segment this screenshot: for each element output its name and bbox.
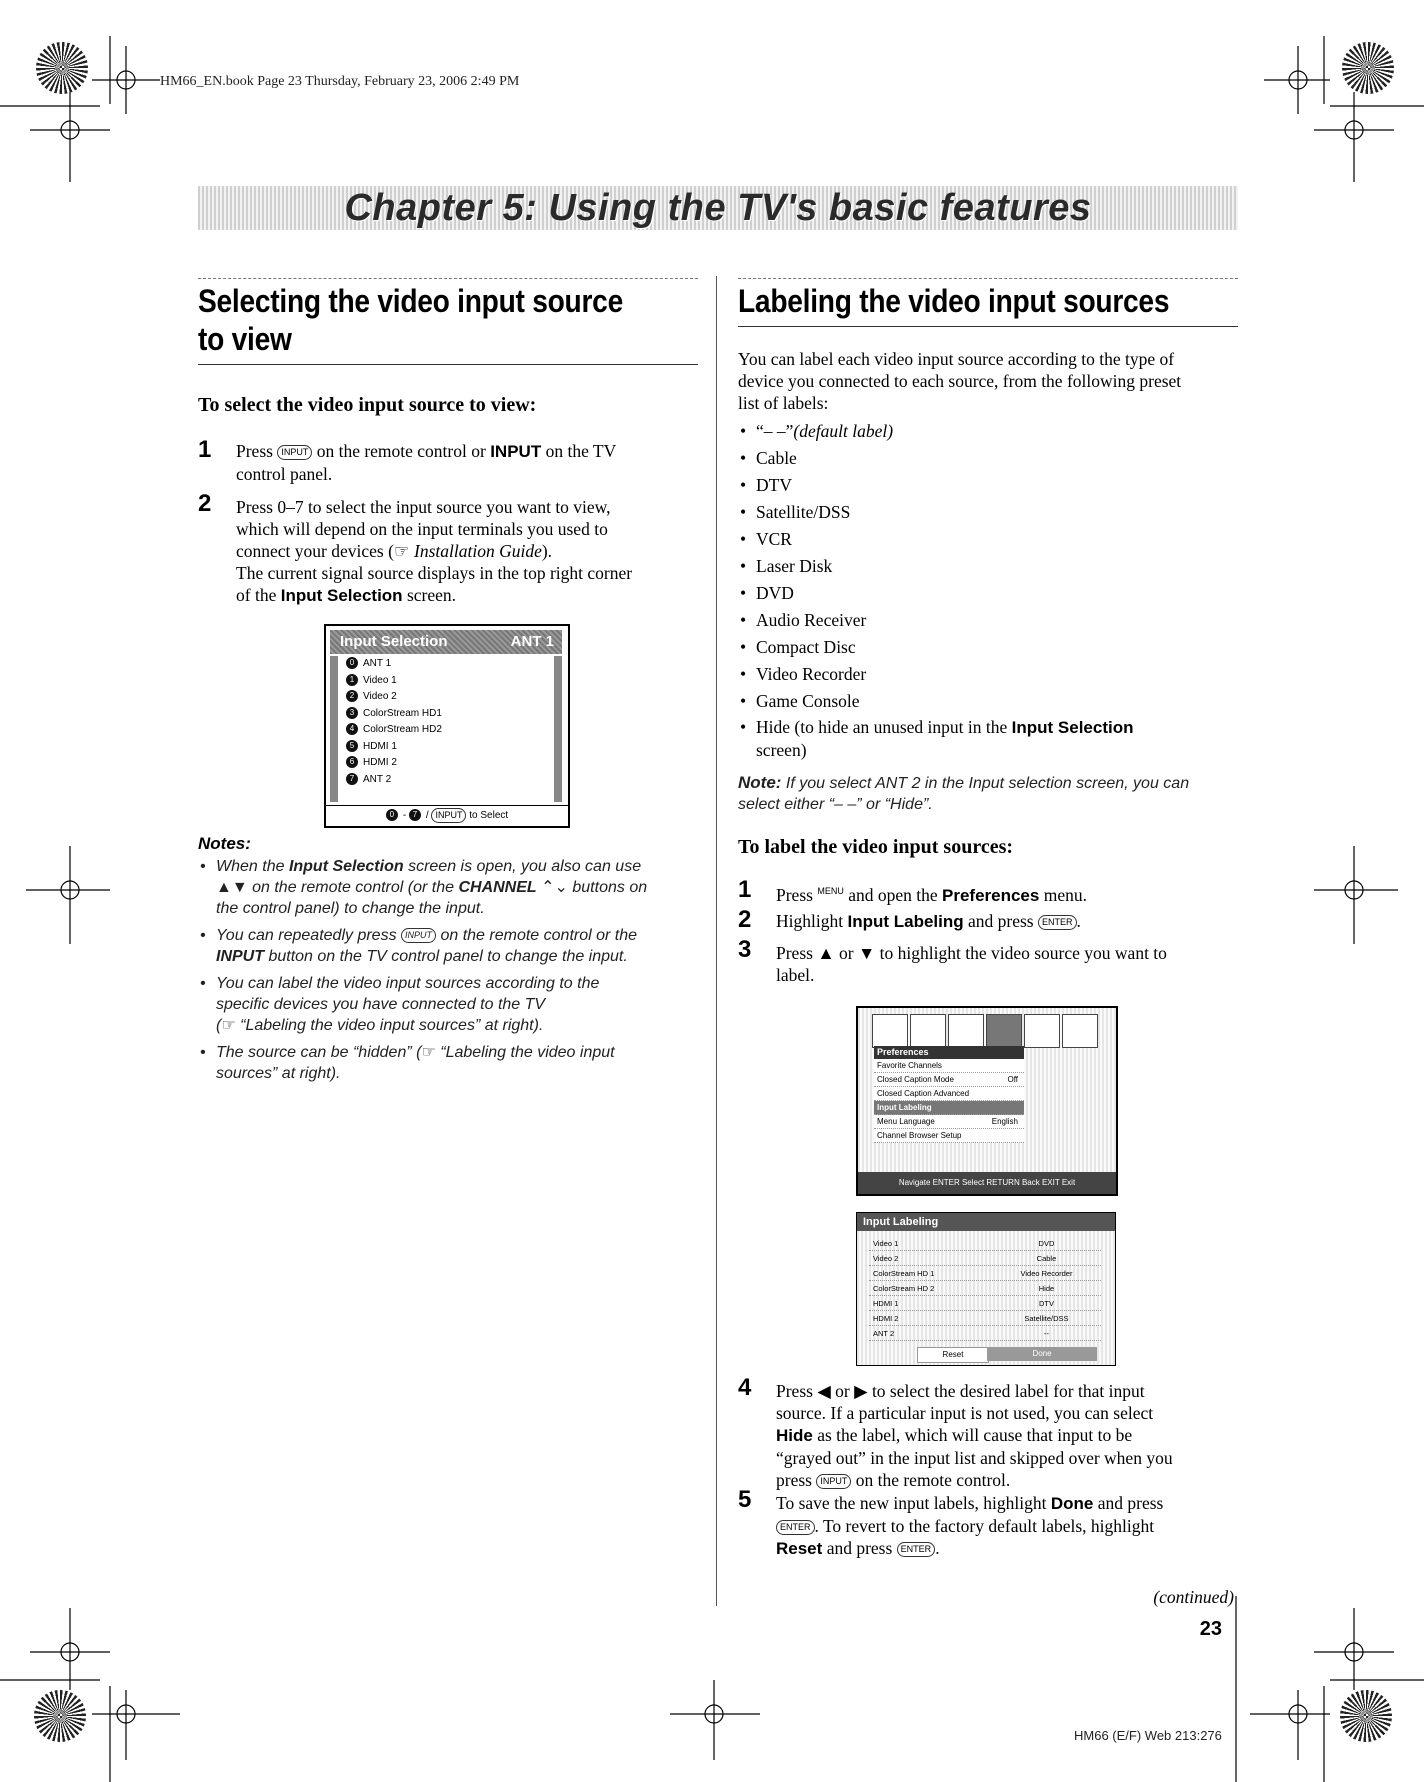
input-labeling-row — [869, 1282, 1101, 1296]
left-step2-line5-bold: Input Selection — [280, 586, 403, 605]
right-step4-line5-post: on the remote control. — [855, 1470, 1011, 1490]
right-step2-bold: Input Labeling — [847, 912, 964, 931]
right-intro-line1: You can label each video input source according to the type of — [738, 349, 1175, 369]
right-heading: Labeling the video input sources — [738, 283, 1170, 319]
left-section-heading — [198, 282, 698, 358]
note-item — [198, 1042, 708, 1084]
right-step4-line2: source. If a particular input is not used, you can select — [776, 1403, 1154, 1423]
number-6-icon: 6 — [346, 756, 358, 768]
note2-l2-post: button on the TV control panel to change the input. — [268, 948, 628, 965]
input-key-icon: INPUT — [401, 928, 436, 943]
preset-label-text: DTV — [756, 475, 792, 495]
note-item — [198, 856, 708, 919]
right-step4-line5-pre: press — [776, 1470, 812, 1490]
preset-label-text: Cable — [756, 448, 797, 468]
preferences-menu-item — [874, 1129, 1024, 1143]
input-labeling-value: DVD — [1038, 1239, 1055, 1248]
preset-label-list — [738, 418, 1238, 715]
preferences-menu-item-label: Favorite Channels — [877, 1061, 942, 1070]
right-step4-line3 — [776, 1424, 1236, 1447]
note4-l2: sources” at right). — [216, 1065, 341, 1082]
preset-label-text: Satellite/DSS — [756, 502, 851, 522]
right-step4-bold: Hide — [776, 1426, 813, 1445]
preferences-menu-title: Preferences — [874, 1046, 1024, 1059]
input-labeling-screen — [856, 1212, 1116, 1366]
left-notes-label: Notes: — [198, 834, 251, 853]
input-selection-row-label: Video 2 — [363, 691, 397, 702]
preferences-menu-item-label: Menu Language — [877, 1117, 935, 1126]
right-note-line1: If you select ANT 2 in the Input selection screen, you can — [785, 775, 1190, 792]
right-step5-number: 5 — [738, 1486, 752, 1513]
input-selection-footer-text: to Select — [469, 810, 509, 821]
right-note — [738, 772, 1238, 815]
preferences-menu-item — [874, 1059, 1024, 1073]
preferences-menu-item-value: English — [991, 1117, 1018, 1126]
note3-l1: You can label the video input sources according to the — [216, 975, 600, 992]
input-selection-row — [338, 673, 554, 690]
preset-label-item — [738, 472, 1238, 499]
preset-label-item — [738, 634, 1238, 661]
preferences-icon — [986, 1014, 1022, 1048]
right-step5-pre: To save the new input labels, highlight — [776, 1493, 1047, 1513]
preferences-menu-item-value: Off — [1007, 1075, 1018, 1084]
preferences-menu-item — [874, 1101, 1024, 1115]
input-labeling-input: Video 2 — [873, 1254, 899, 1263]
number-4-icon: 4 — [346, 723, 358, 735]
preferences-menu-item-label: Closed Caption Mode — [877, 1075, 954, 1084]
input-selection-row — [338, 656, 554, 673]
right-step1-text — [776, 880, 1236, 907]
right-step1-mid: and open the — [848, 884, 938, 905]
input-key-icon: INPUT — [277, 445, 312, 460]
right-step2-pre: Highlight — [776, 911, 844, 931]
right-step4-line4: “grayed out” in the input list and skipped over when you — [776, 1448, 1173, 1468]
input-selection-title: Input Selection — [340, 633, 448, 650]
right-heading-bottom-rule — [738, 326, 1238, 327]
note1-post: screen is open, you also can use — [408, 858, 642, 875]
note2-l1-post: on the remote control or the — [440, 927, 638, 944]
preferences-nav-bar: Navigate ENTER Select RETURN Back EXIT Exit — [858, 1172, 1116, 1194]
preset-label-text: Compact Disc — [756, 637, 856, 657]
preferences-menu-screen — [856, 1006, 1118, 1196]
number-3-icon: 3 — [346, 707, 358, 719]
input-selection-current: ANT 1 — [510, 633, 554, 650]
left-step1-number: 1 — [198, 436, 212, 463]
input-selection-row-label: HDMI 2 — [363, 757, 397, 768]
left-step2-line2: which will depend on the input terminals you used to — [236, 519, 608, 539]
right-intro-line2: device you connected to each source, from the following preset — [738, 371, 1182, 391]
right-step4-line5 — [776, 1469, 1236, 1491]
note4-l1: The source can be “hidden” (☞ “Labeling the video input — [216, 1044, 615, 1061]
left-step2-line3 — [236, 540, 706, 562]
right-step3-number: 3 — [738, 936, 752, 963]
left-heading-bottom-rule — [198, 364, 698, 365]
input-selection-row — [338, 689, 554, 706]
left-step1-line2: control panel. — [236, 464, 333, 484]
input-selection-footer: 0 - 7 / INPUT to Select — [326, 805, 568, 826]
menu-key-icon: MENU — [817, 886, 844, 896]
right-step4-text — [776, 1380, 1236, 1491]
right-step5-line2-text: . To revert to the factory default labels, highlight — [814, 1516, 1155, 1536]
preferences-menu-item — [874, 1115, 1024, 1129]
note-item — [198, 973, 708, 1036]
preferences-menu-item-label: Closed Caption Advanced — [877, 1089, 970, 1098]
left-step1-bold: INPUT — [490, 442, 542, 461]
input-labeling-input: HDMI 2 — [873, 1314, 899, 1323]
right-section-heading — [738, 282, 1238, 320]
page-number: 23 — [1199, 1618, 1222, 1640]
number-7-icon: 7 — [409, 809, 421, 821]
continued-label: (continued) — [1153, 1587, 1234, 1607]
right-step1-pre: Press — [776, 884, 813, 905]
picture-icon — [910, 1014, 946, 1048]
preset-label-item — [738, 445, 1238, 472]
left-step1-text — [236, 440, 696, 485]
right-intro-line3: list of labels: — [738, 393, 829, 413]
footer-code: HM66 (E/F) Web 213:276 — [1074, 1728, 1222, 1743]
right-step5-post: and press — [1097, 1493, 1164, 1513]
input-key-icon: INPUT — [431, 808, 466, 823]
preset-label-item — [738, 526, 1238, 553]
preferences-menu-item — [874, 1087, 1024, 1101]
input-selection-row — [338, 755, 554, 772]
input-labeling-input: ColorStream HD 2 — [873, 1284, 935, 1293]
input-selection-list — [330, 656, 562, 802]
left-notes-list — [198, 856, 708, 1084]
preset-label-item — [738, 418, 1238, 445]
right-step4-line1: Press ◀ or ▶ to select the desired label for that input — [776, 1381, 1145, 1401]
note1-bold: Input Selection — [288, 858, 404, 875]
input-selection-row-label: ColorStream HD1 — [363, 707, 442, 719]
left-step2-line5-post: screen. — [406, 585, 457, 605]
input-selection-screen — [324, 624, 570, 828]
left-heading-line2: to view — [198, 321, 292, 357]
right-heading-top-rule — [738, 278, 1238, 279]
note1-pre: When the — [216, 858, 285, 875]
left-step2-line5 — [236, 584, 706, 607]
left-step2-line1: Press 0–7 to select the input source you want to view, — [236, 497, 611, 517]
input-labeling-row — [869, 1327, 1101, 1341]
preset-label-text: Laser Disk — [756, 556, 833, 576]
left-step2-line4: The current signal source displays in the top right corner — [236, 563, 633, 583]
input-labeling-row — [869, 1312, 1101, 1326]
input-selection-row-label: Video 1 — [363, 674, 397, 686]
left-step2-line3-post: ). — [541, 541, 553, 561]
input-selection-row — [338, 706, 554, 723]
input-selection-row — [338, 739, 554, 756]
right-step3-line2: label. — [776, 965, 815, 985]
right-step2-text: Highlight Input Labeling and press ENTER . — [776, 911, 1081, 931]
input-labeling-value: DTV — [1038, 1299, 1054, 1308]
lock-icon — [1024, 1014, 1060, 1048]
left-step1-post: on the TV — [545, 441, 617, 461]
preferences-menu — [874, 1046, 1024, 1143]
input-labeling-input: Video 1 — [873, 1239, 899, 1248]
input-labeling-row — [869, 1297, 1101, 1311]
right-step2-number: 2 — [738, 906, 752, 933]
preferences-menu-item-label: Input Labeling — [877, 1103, 932, 1112]
preset-label-text: DVD — [756, 583, 794, 603]
note1-l3: the control panel) to change the input. — [216, 900, 485, 917]
left-step1-pre: Press — [236, 441, 273, 461]
right-step3-text — [776, 942, 1236, 986]
left-step2-text — [236, 496, 706, 607]
left-step2-line5-pre: of the — [236, 585, 277, 605]
preferences-menu-item-label: Channel Browser Setup — [877, 1131, 962, 1140]
pointing-hand-icon: ☞ — [393, 541, 414, 561]
right-step4-number: 4 — [738, 1374, 752, 1401]
preset-label-item — [738, 661, 1238, 688]
input-labeling-value: Video Recorder — [1020, 1269, 1073, 1278]
preset-label-item — [738, 499, 1238, 526]
right-step5-line3: Reset and press ENTER . — [776, 1538, 940, 1558]
preset-label-text: Audio Receiver — [756, 610, 867, 630]
right-note-line2: select either “– –” or “Hide”. — [738, 796, 933, 813]
input-selection-row-label: ColorStream HD2 — [363, 724, 442, 735]
input-labeling-value: Satellite/DSS — [1024, 1314, 1069, 1323]
number-7-icon: 7 — [346, 773, 358, 785]
left-heading-line1: Selecting the video input source — [198, 283, 623, 319]
preset-label-item — [738, 580, 1238, 607]
input-selection-row-label: ANT 2 — [363, 773, 392, 785]
right-step5-line2 — [776, 1515, 1236, 1537]
note3-l2: specific devices you have connected to the TV — [216, 996, 546, 1013]
input-labeling-value: -- — [1043, 1329, 1049, 1338]
preset-label-item — [738, 688, 1238, 715]
input-labeling-row — [869, 1267, 1101, 1281]
enter-key-icon: ENTER — [776, 1520, 815, 1535]
chapter-banner — [198, 186, 1238, 230]
audio-icon — [948, 1014, 984, 1048]
left-step2-number: 2 — [198, 490, 212, 517]
hide-pre: Hide (to hide an unused input in the — [756, 717, 1008, 737]
number-0-icon: 0 — [346, 657, 358, 669]
note2-l1: You can repeatedly press — [216, 927, 397, 944]
right-step2-post: and press — [968, 911, 1034, 931]
preset-label-item — [738, 553, 1238, 580]
note1-l2-bold: CHANNEL — [458, 879, 537, 896]
left-step2-line3-ital: Installation Guide — [414, 541, 542, 561]
right-subhead: To label the video input sources: — [738, 836, 1014, 858]
preset-label-item — [738, 607, 1238, 634]
input-labeling-value: Hide — [1038, 1284, 1055, 1293]
print-header: HM66_EN.book Page 23 Thursday, February 23, 2006 2:49 PM — [160, 74, 520, 89]
preset-label-text: VCR — [756, 529, 792, 549]
left-subhead: To select the video input source to view: — [198, 394, 537, 416]
right-step3-line1: Press ▲ or ▼ to highlight the video source you want to — [776, 943, 1167, 963]
note-item — [198, 925, 708, 967]
number-1-icon: 1 — [346, 674, 358, 686]
right-step5-line3-post: and press — [826, 1538, 893, 1558]
input-labeling-row — [869, 1237, 1101, 1251]
right-step5-line1 — [776, 1492, 1236, 1515]
right-step1-number: 1 — [738, 876, 752, 903]
preset-label-text: Game Console — [756, 691, 860, 711]
right-step5-bold-reset: Reset — [776, 1539, 823, 1558]
right-step4-line3-text: as the label, which will cause that input to be — [817, 1425, 1133, 1445]
preferences-menu-item — [874, 1073, 1024, 1087]
reset-button: Reset — [917, 1347, 989, 1363]
input-labeling-input: HDMI 1 — [873, 1299, 899, 1308]
hide-post: screen) — [756, 740, 807, 760]
note1-l2-post: ⌃⌄ buttons on — [541, 879, 648, 896]
input-labeling-title: Input Labeling — [857, 1213, 1115, 1231]
left-step2-line3-pre: connect your devices ( — [236, 541, 394, 561]
bullet-dot: • — [740, 717, 747, 737]
right-step1-bold: Preferences — [942, 885, 1040, 905]
input-labeling-row — [869, 1252, 1101, 1266]
setup-icon — [1062, 1014, 1098, 1048]
input-selection-row — [338, 722, 554, 739]
enter-key-icon: ENTER — [1038, 915, 1077, 930]
number-5-icon: 5 — [346, 740, 358, 752]
input-key-icon: INPUT — [816, 1474, 851, 1489]
note2-l2-bold: INPUT — [216, 948, 264, 965]
hide-bold: Input Selection — [1011, 718, 1134, 737]
input-labeling-input: ANT 2 — [873, 1329, 895, 1338]
note1-l2: ▲▼ on the remote control (or the — [216, 879, 454, 896]
right-note-label: Note: — [738, 773, 782, 792]
enter-key-icon: ENTER — [897, 1542, 936, 1557]
right-step5-bold-done: Done — [1050, 1494, 1094, 1513]
done-button: Done — [987, 1347, 1097, 1361]
chapter-title: Chapter 5: Using the TV's basic features — [344, 187, 1092, 229]
number-2-icon: 2 — [346, 690, 358, 702]
input-labeling-input: ColorStream HD 1 — [873, 1269, 935, 1278]
right-intro — [738, 348, 1238, 414]
left-heading-top-rule — [198, 278, 698, 279]
input-selection-row-label: HDMI 1 — [363, 740, 397, 752]
note3-l3: (☞ “Labeling the video input sources” at right). — [216, 1017, 544, 1034]
preset-label-text: “– –” — [756, 421, 794, 441]
left-step1-mid: on the remote control or — [316, 441, 486, 461]
right-step5-text — [776, 1492, 1236, 1560]
preset-label-note: (default label) — [793, 421, 894, 441]
input-selection-row-label: ANT 1 — [363, 658, 392, 669]
input-selection-titlebar — [330, 630, 562, 654]
tv-icon — [872, 1014, 908, 1048]
hide-bullet — [738, 716, 1238, 761]
input-selection-row — [338, 772, 554, 789]
preset-label-text: Video Recorder — [756, 664, 867, 684]
number-0-icon: 0 — [386, 809, 398, 821]
right-step1-post: menu. — [1043, 884, 1087, 905]
input-labeling-value: Cable — [1036, 1254, 1057, 1263]
preferences-menu-items — [874, 1059, 1024, 1143]
column-divider — [716, 276, 717, 1606]
